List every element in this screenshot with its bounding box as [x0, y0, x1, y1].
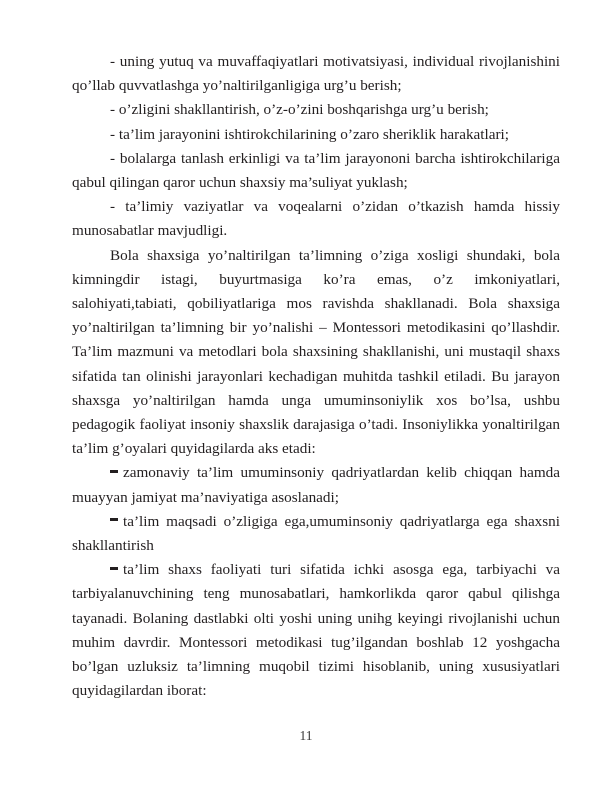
list-item: - ta’lim jarayonini ishtirokchilarining o’zaro sheriklik harakatlari; [110, 125, 509, 143]
bullet-list-item-label: zamonaviy ta’lim umuminsoniy qadriyatlardan kelib chiqqan hamda muayyan jamiyat ma’naviyatiga asoslanadi; [72, 464, 560, 506]
bullet-list-item [72, 510, 560, 558]
bar-bullet-icon [110, 518, 118, 521]
list-item: - o’zligini shakllantirish, o’z-o’zini boshqarishga urg’u berish; [110, 101, 489, 119]
page-number: 11 [299, 728, 313, 743]
list-item: - ta’limiy vaziyatlar va voqealarni o’zidan o’tkazish hamda hissiy munosabatlar mavjudligi. [72, 198, 560, 240]
page-body-text [72, 50, 560, 703]
bullet-list-item-label: ta’lim maqsadi o’zligiga ega,umuminsoniy qadriyatlarga ega shaxsni shakllantirish [72, 512, 560, 555]
bar-bullet-icon [110, 470, 118, 473]
list-item: - bolalarga tanlash erkinligi va ta’lim jarayononi barcha ishtirokchilariga qabul qilingan qaror uchun shaxsiy ma’suliyat yuklash; [72, 149, 560, 192]
bar-bullet-icon [110, 567, 118, 570]
body-paragraph: Bola shaxsiga yo’naltirilgan ta’limning o’ziga xosligi shundaki, bola kimningdir istagi, buyurtmasiga ko’ra emas, o’z imkoniyatlari, salohiyati,tabiati, qobiliyatlariga mos ravishda shakllanadi. Bola shaxsiga yo’naltirilgan ta’limning bir yo’nalishi – Montessori metodikasini qo’llashdir. Ta’lim mazmuni va metodlari bola shaxsining shakllanishi, uni mustaqil shaxs sifatida tan olinishi jarayonlari kechadigan muhitda tashkil etiladi. Bu jarayon shaxsga yo’naltirilgan hamda unga umuminsoniylik xos bo’lsa, ushbu pedagogik faoliyat insoniy shaxslik darajasiga o’tadi. Insoniylikka yonaltirilgan ta’lim g’oyalari quyidagilarda aks etadi: [72, 246, 560, 458]
bullet-list-item-label: ta’lim shaxs faoliyati turi sifatida ichki asosga ega, tarbiyachi va tarbiyalanuvchining teng munosabatlari, hamkorlikda qaror qabul qilishga tayanadi. Bolaning dastlabki olti yoshi uning unihg keyingi rivojlanishi uchun muhim davrdir. Montessori metodikasi tug’ilgandan boshlab 12 yoshgacha bo’lgan uzluksiz ta’limning muqobil tizimi hisoblanib, uning xususiyatlari quyidagilardan iborat: [72, 561, 560, 700]
list-item: - uning yutuq va muvaffaqiyatlari motivatsiyasi, individual rivojlanishini qo’llab quvvatlashga yo’naltirilganligiga urg’u berish; [72, 53, 560, 95]
bullet-list-item [72, 461, 560, 509]
bullet-list-item [72, 558, 560, 703]
